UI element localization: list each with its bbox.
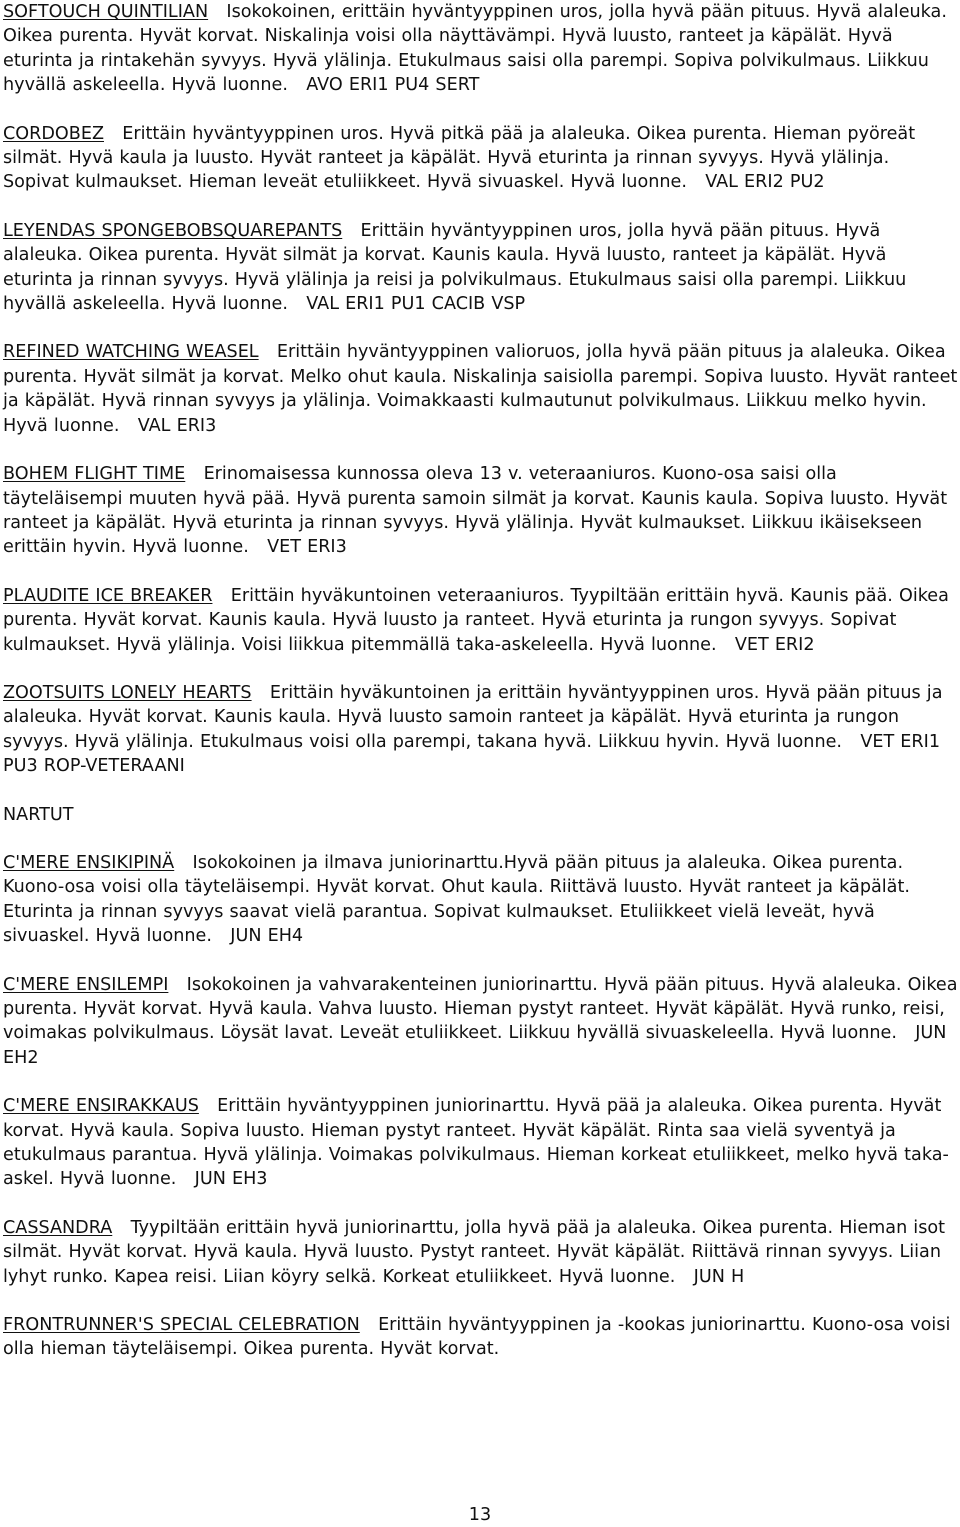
dog-name: LEYENDAS SPONGEBOBSQUAREPANTS bbox=[3, 220, 343, 241]
dog-entry bbox=[3, 681, 958, 779]
award-result: VAL ERI2 PU2 bbox=[705, 172, 825, 193]
award-result: VET ERI2 bbox=[734, 634, 815, 655]
dog-entry bbox=[3, 1216, 958, 1289]
dog-name: FRONTRUNNER'S SPECIAL CELEBRATION bbox=[3, 1315, 360, 1336]
critique-text: Tyypiltään erittäin hyvä juniorinarttu, jolla hyvä pää ja alaleuka. Oikea purenta. Hieman isot silmät. Hyvät korvat. Hyvä kaula. Hyvä luusto. Pystyt ranteet. Hyvät käpälät. Riittävä rinnan syvyys. Liian lyhyt runko. Kapea reisi. Liian köyry selkä. Korkeat etuliikkeet. Hyvä luonne. bbox=[3, 1217, 946, 1287]
dog-name: SOFTOUCH QUINTILIAN bbox=[3, 2, 209, 22]
dog-entry bbox=[3, 340, 958, 438]
dog-name: C'MERE ENSILEMPI bbox=[3, 974, 169, 995]
critique-text: Isokokoinen, erittäin hyväntyyppinen uros, jolla hyvä pään pituus. Hyvä alaleuka. Oikea purenta. Hyvät korvat. Niskalinja voisi olla näyttävämpi. Hyvä luusto, ranteet ja käpälät. Hyvä eturinta ja rintakehän syvyys. Hyvä ylälinja. Etukulmaus saisi olla parempi. Sopiva polvikulmaus. Liikkuu hyvällä askeleella. Hyvä luonne. bbox=[3, 2, 947, 96]
dog-name: C'MERE ENSIKIPINÄ bbox=[3, 852, 175, 873]
critique-text: Erittäin hyväntyyppinen ja -kookas juniorinarttu. Kuono-osa voisi olla hieman täyteläisempi. Oikea purenta. Hyvät korvat. bbox=[3, 1315, 951, 1360]
critique-text: Erittäin hyväntyyppinen uros. Hyvä pitkä pää ja alaleuka. Oikea purenta. Hieman pyöreät silmät. Hyvä kaula ja luusto. Hyvät ranteet ja käpälät. Hyvä eturinta ja rinnan syvyys. Hyvä ylälinja. Sopivat kulmaukset. Hieman leveät etuliikkeet. Hyvä sivuaskel. Hyvä luonne. bbox=[3, 123, 916, 193]
dog-entry bbox=[3, 122, 958, 195]
critique-text: Erittäin hyväntyyppinen uros, jolla hyvä pään pituus. Hyvä alaleuka. Oikea purenta. Hyvät silmät ja korvat. Kaunis kaula. Hyvä luusto, ranteet ja käpälät. Hyvä eturinta ja rinnan syvyys. Hyvä ylälinja ja reisi ja polvikulmaus. Etukulmaus saisi olla parempi. Liikkuu hyvällä askeleella. Hyvä luonne. bbox=[3, 220, 907, 315]
dog-name: ZOOTSUITS LONELY HEARTS bbox=[3, 682, 252, 703]
section-title-nartut: NARTUT bbox=[3, 804, 74, 825]
dog-entry bbox=[3, 219, 958, 317]
critique-text: Erittäin hyväntyyppinen juniorinarttu. Hyvä pää ja alaleuka. Oikea purenta. Hyvät korvat. Hyvä kaula. Sopiva luusto. Hieman pystyt ranteet. Hyvät käpälät. Rinta saa vielä syventyä ja etukulmaus parantua. Hyvä ylälinja. Voimakas polvikulmaus. Hieman korkeat etuliikkeet, melko hyvä taka-askel. Hyvä luonne. bbox=[3, 1096, 949, 1190]
dog-entry bbox=[3, 1094, 958, 1192]
award-result: JUN EH3 bbox=[194, 1169, 268, 1190]
critique-text: Isokokoinen ja ilmava juniorinarttu.Hyvä pään pituus ja alaleuka. Oikea purenta. Kuono-osa voisi olla täyteläisempi. Hyvät korvat. Ohut kaula. Riittävä luusto. Hyvät ranteet ja käpälät. Eturinta ja rinnan syvyys saavat vielä parantua. Sopivat kulmaukset. Etuliikkeet vielä leveät, hyvä sivuaskel. Hyvä luonne. bbox=[3, 852, 910, 947]
entries-females bbox=[3, 851, 958, 1362]
dog-entry bbox=[3, 462, 958, 560]
award-result: VAL ERI3 bbox=[137, 415, 217, 436]
award-result: VET ERI1 PU3 ROP-VETERAANI bbox=[3, 731, 941, 777]
dog-name: CASSANDRA bbox=[3, 1217, 113, 1238]
entries-males bbox=[3, 0, 958, 779]
award-result: JUN EH2 bbox=[3, 1023, 947, 1068]
dog-entry bbox=[3, 973, 958, 1071]
dog-entry bbox=[3, 851, 958, 949]
page-number: 13 bbox=[468, 1505, 492, 1525]
dog-name: CORDOBEZ bbox=[3, 123, 104, 144]
award-result: JUN EH4 bbox=[230, 926, 304, 947]
document-page bbox=[3, 0, 958, 1362]
dog-name: REFINED WATCHING WEASEL bbox=[3, 342, 259, 363]
dog-entry bbox=[3, 1313, 958, 1362]
dog-entry bbox=[3, 584, 958, 657]
critique-text: Erittäin hyväntyyppinen valioruos, jolla hyvä pään pituus ja alaleuka. Oikea purenta. Hyvät silmät ja korvat. Melko ohut kaula. Niskalinja saisiolla parempi. Sopiva luusto. Hyvät ranteet ja käpälät. Hyvä rinnan syvyys ja ylälinja. Voimakkaasti kulmautunut polvikulmaus. Liikkuu melko hyvin. Hyvä luonne. bbox=[3, 342, 958, 436]
critique-text: Isokokoinen ja vahvarakenteinen juniorinarttu. Hyvä pään pituus. Hyvä alaleuka. Oikea purenta. Hyvät korvat. Hyvä kaula. Vahva luusto. Hieman pystyt ranteet. Hyvät käpälät. Hyvä runko, reisi, voimakas polvikulmaus. Löysät lavat. Leveät etuliikkeet. Liikkuu hyvällä sivuaskeleella. Hyvä luonne. bbox=[3, 974, 958, 1044]
dog-name: PLAUDITE ICE BREAKER bbox=[3, 585, 213, 606]
dog-entry bbox=[3, 0, 958, 98]
critique-text: Erittäin hyväkuntoinen ja erittäin hyväntyyppinen uros. Hyvä pään pituus ja alaleuka. Hyvät korvat. Kaunis kaula. Hyvä luusto samoin ranteet ja käpälät. Hyvä eturinta ja rungon syvyys. Hyvä ylälinja. Etukulmaus voisi olla parempi, takana hyvä. Liikkuu hyvin. Hyvä luonne. bbox=[3, 682, 943, 752]
award-result: VAL ERI1 PU1 CACIB VSP bbox=[306, 294, 526, 315]
dog-name: C'MERE ENSIRAKKAUS bbox=[3, 1096, 199, 1117]
critique-text: Erinomaisessa kunnossa oleva 13 v. veteraaniuros. Kuono-osa saisi olla täyteläisempi muuten hyvä pää. Hyvä purenta samoin silmät ja korvat. Kaunis kaula. Sopiva luusto. Hyvät ranteet ja käpälät. Hyvä eturinta ja rinnan syvyys. Hyvä ylälinja. Hyvät kulmaukset. Liikkuu ikäisekseen erittäin hyvin. Hyvä luonne. bbox=[3, 464, 948, 558]
award-result: VET ERI3 bbox=[267, 537, 347, 558]
critique-text: Erittäin hyväkuntoinen veteraaniuros. Tyypiltään erittäin hyvä. Kaunis pää. Oikea purenta. Hyvät korvat. Kaunis kaula. Hyvä luusto ja ranteet. Hyvä eturinta ja rungon syvyys. Sopivat kulmaukset. Hyvä ylälinja. Voisi liikkua pitemmällä taka-askeleella. Hyvä luonne. bbox=[3, 585, 949, 655]
award-result: AVO ERI1 PU4 SERT bbox=[306, 75, 480, 96]
dog-name: BOHEM FLIGHT TIME bbox=[3, 464, 186, 485]
award-result: JUN H bbox=[693, 1266, 745, 1287]
